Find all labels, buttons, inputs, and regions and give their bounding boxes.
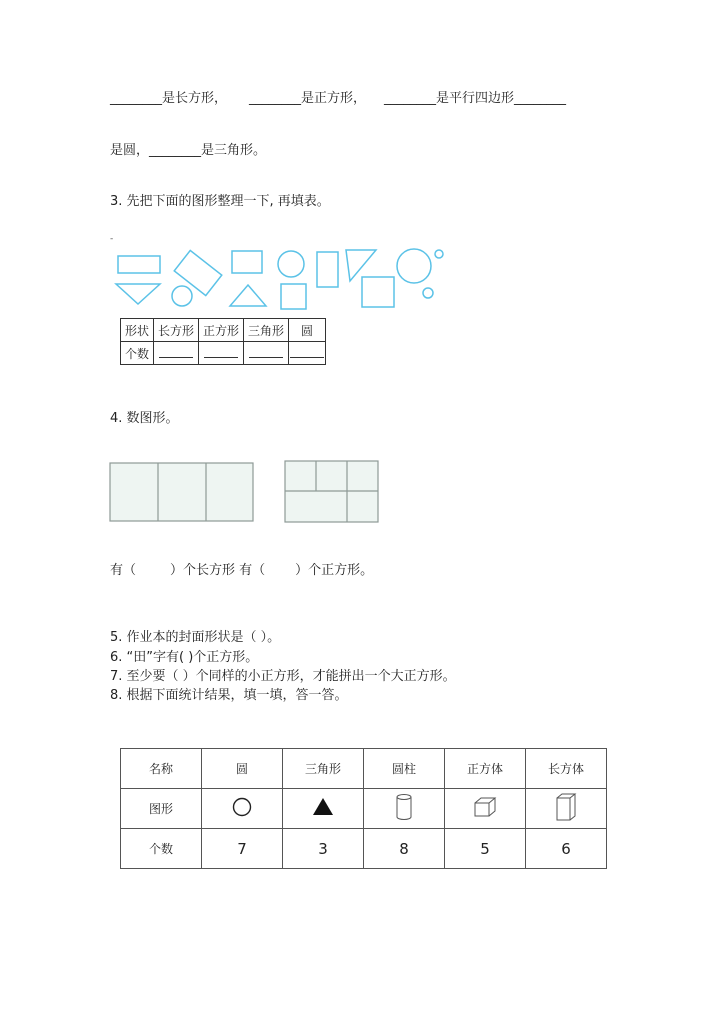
header-cell: 圆 <box>289 319 326 342</box>
text: 是三角形。 <box>201 143 267 158</box>
tilted-rectangle-shape <box>174 250 222 295</box>
header-cell: 三角形 <box>244 319 289 342</box>
header-cell: 正方形 <box>199 319 244 342</box>
header-cell: 长方体 <box>526 749 607 789</box>
text: 是正方形， <box>301 91 367 106</box>
triangle-shape <box>230 285 266 306</box>
shape-count-table <box>120 318 326 365</box>
question-8: 8. 根据下面统计结果，填一填，答一答。 <box>110 688 348 703</box>
row-label: 个数 <box>121 829 202 869</box>
header-cell: 名称 <box>121 749 202 789</box>
answer-cell[interactable] <box>154 342 199 365</box>
text: 是平行四边形 <box>436 91 515 106</box>
count-row <box>121 829 607 869</box>
rectangle-shape <box>232 251 262 273</box>
count-cell: 3 <box>283 829 364 869</box>
answer-cell[interactable] <box>244 342 289 365</box>
q2-line2 <box>110 142 266 160</box>
cube-icon <box>445 789 526 829</box>
header-row <box>121 749 607 789</box>
text: ）个正方形。 <box>295 563 374 578</box>
answer-blank[interactable]: ________ <box>384 91 437 106</box>
answer-blank[interactable]: ________ <box>149 143 202 158</box>
q3-shapes <box>110 244 450 314</box>
question-5: 5. 作业本的封面形状是（ ）。 <box>110 630 281 645</box>
rectangle-shape <box>317 252 338 287</box>
answer-cell[interactable] <box>289 342 326 365</box>
header-cell: 正方体 <box>445 749 526 789</box>
statistics-table <box>120 748 607 869</box>
text: 是长方形， <box>162 91 228 106</box>
circle-shape <box>397 249 431 283</box>
header-cell: 形状 <box>121 319 154 342</box>
text: 有（ <box>110 563 137 578</box>
count-cell: 5 <box>445 829 526 869</box>
count-row <box>121 342 326 365</box>
header-cell: 圆柱 <box>364 749 445 789</box>
q4-answer <box>110 562 373 580</box>
count-cell: 8 <box>364 829 445 869</box>
header-row <box>121 319 326 342</box>
square-shape <box>281 284 306 309</box>
cuboid-icon <box>526 789 607 829</box>
question-7: 7. 至少要（ ）个同样的小正方形，才能拼出一个大正方形。 <box>110 669 456 684</box>
text: 是圆， <box>110 143 150 158</box>
q4-title: 4. 数图形。 <box>110 411 179 426</box>
count-cell: 6 <box>526 829 607 869</box>
circle-shape <box>423 288 433 298</box>
answer-cell[interactable] <box>199 342 244 365</box>
circle-shape <box>278 251 304 277</box>
triangle-icon <box>283 789 364 829</box>
row-label: 个数 <box>121 342 154 365</box>
answer-blank[interactable]: ________ <box>110 91 162 106</box>
square-shape <box>362 277 394 307</box>
header-cell: 圆 <box>202 749 283 789</box>
answer-blank[interactable]: ________ <box>249 91 302 106</box>
header-cell: 三角形 <box>283 749 364 789</box>
question-6: 6. “田”字有( )个正方形。 <box>110 650 259 665</box>
rectangle-shape <box>118 256 160 273</box>
triangle-shape <box>116 284 160 304</box>
circle-shape <box>172 286 192 306</box>
count-cell: 7 <box>202 829 283 869</box>
answer-blank[interactable]: ________ <box>514 91 567 106</box>
rectangles-figure-1 <box>109 462 255 524</box>
rectangles-figure-2 <box>284 460 380 524</box>
circle-shape <box>435 250 443 258</box>
stray-mark: - <box>110 234 114 244</box>
q3-title: 3. 先把下面的图形整理一下, 再填表。 <box>110 194 330 209</box>
header-cell: 长方形 <box>154 319 199 342</box>
row-label: 图形 <box>121 789 202 829</box>
cylinder-icon <box>364 789 445 829</box>
circle-icon <box>202 789 283 829</box>
shape-row <box>121 789 607 829</box>
text: ）个长方形 有（ <box>170 563 266 578</box>
q2-line1 <box>110 90 566 108</box>
